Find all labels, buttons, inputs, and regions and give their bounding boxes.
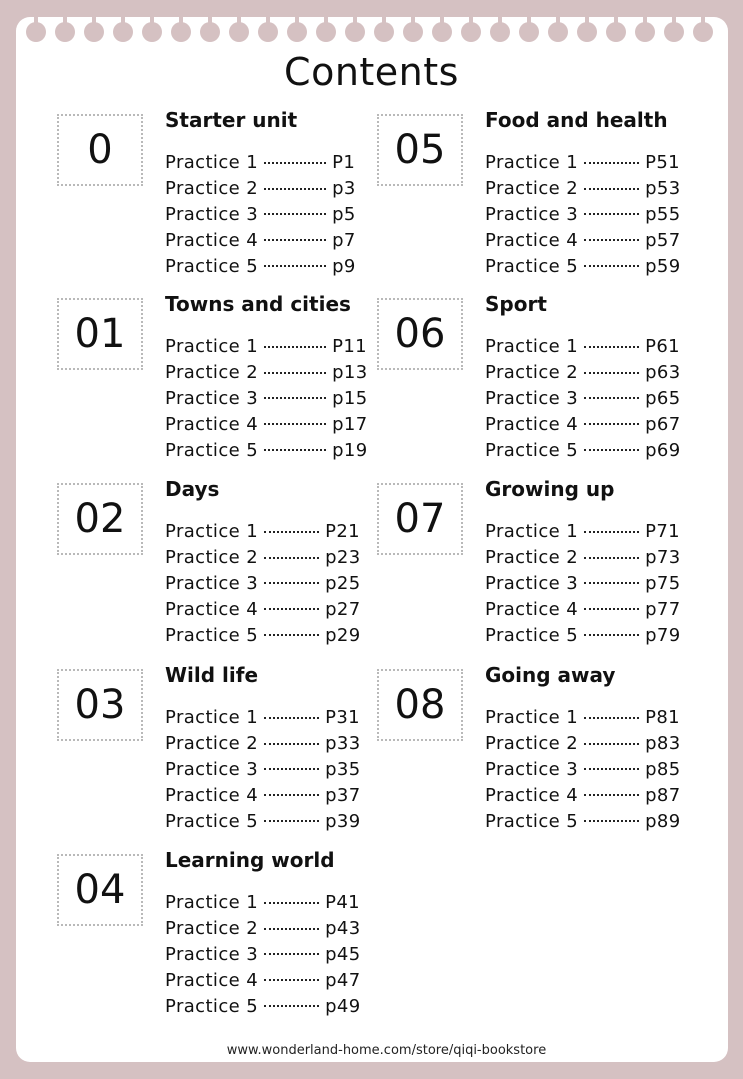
practice-label: Practice 2 <box>165 733 259 755</box>
practice-entry[interactable] <box>165 334 368 360</box>
binder-hole <box>577 22 597 42</box>
practice-label: Practice 3 <box>485 387 579 409</box>
binder-hole <box>374 22 394 42</box>
practice-label: Practice 3 <box>165 387 259 409</box>
practice-label: Practice 4 <box>165 598 259 620</box>
dot-leader <box>264 634 319 636</box>
practice-label: Practice 1 <box>165 152 259 174</box>
practice-list <box>165 334 368 463</box>
page-number: p7 <box>332 229 356 251</box>
practice-label: Practice 5 <box>165 995 259 1017</box>
page-number: p37 <box>325 784 361 806</box>
practice-label: Practice 5 <box>485 255 579 277</box>
binder-hole <box>490 22 510 42</box>
dot-leader <box>264 928 319 930</box>
practice-entry[interactable] <box>485 622 681 648</box>
page-number: p29 <box>325 624 361 646</box>
practice-label: Practice 4 <box>165 413 259 435</box>
page-number: p25 <box>325 572 361 594</box>
page-number: p47 <box>325 969 361 991</box>
page-number: p27 <box>325 598 361 620</box>
page-number: p45 <box>325 943 361 965</box>
practice-label: Practice 1 <box>165 336 259 358</box>
practice-entry[interactable] <box>165 967 361 993</box>
dot-leader <box>264 188 326 190</box>
page-number: p49 <box>325 995 361 1017</box>
practice-entry[interactable] <box>165 437 368 463</box>
dot-leader <box>264 582 319 584</box>
dot-leader <box>584 582 639 584</box>
practice-entry[interactable] <box>485 705 681 731</box>
practice-entry[interactable] <box>165 545 361 571</box>
page-number: p75 <box>645 572 681 594</box>
dot-leader <box>264 346 326 348</box>
page-number: p39 <box>325 810 361 832</box>
binder-hole <box>84 22 104 42</box>
dot-leader <box>584 717 639 719</box>
practice-label: Practice 2 <box>165 362 259 384</box>
practice-entry[interactable] <box>485 545 681 571</box>
practice-entry[interactable] <box>485 757 681 783</box>
page-number: P31 <box>325 707 361 729</box>
dot-leader <box>264 820 319 822</box>
binder-hole <box>403 22 423 42</box>
page-number: p17 <box>332 413 368 435</box>
page-number: P11 <box>332 336 368 358</box>
practice-entry[interactable] <box>485 437 681 463</box>
unit-title: Growing up <box>485 477 615 501</box>
dot-leader <box>264 1005 319 1007</box>
practice-label: Practice 3 <box>165 943 259 965</box>
page-number: P1 <box>332 152 356 174</box>
page-number: p43 <box>325 918 361 940</box>
binder-hole <box>664 22 684 42</box>
practice-entry[interactable] <box>485 782 681 808</box>
binder-hole <box>171 22 191 42</box>
practice-entry[interactable] <box>485 731 681 757</box>
practice-entry[interactable] <box>165 782 361 808</box>
binder-hole <box>461 22 481 42</box>
dot-leader <box>584 239 639 241</box>
practice-entry[interactable] <box>165 519 361 545</box>
dot-leader <box>584 372 639 374</box>
practice-entry[interactable] <box>165 808 361 834</box>
practice-label: Practice 2 <box>165 178 259 200</box>
dot-leader <box>584 531 639 533</box>
practice-label: Practice 2 <box>485 547 579 569</box>
practice-label: Practice 1 <box>165 521 259 543</box>
binder-hole <box>258 22 278 42</box>
binder-hole <box>287 22 307 42</box>
page-number: p77 <box>645 598 681 620</box>
practice-label: Practice 2 <box>485 733 579 755</box>
binder-hole <box>693 22 713 42</box>
dot-leader <box>264 213 326 215</box>
practice-entry[interactable] <box>165 596 361 622</box>
binder-hole <box>432 22 452 42</box>
dot-leader <box>264 768 319 770</box>
practice-label: Practice 3 <box>165 758 259 780</box>
practice-entry[interactable] <box>485 596 681 622</box>
unit-number: 06 <box>377 298 463 370</box>
binder-hole <box>26 22 46 42</box>
practice-label: Practice 5 <box>165 624 259 646</box>
practice-entry[interactable] <box>165 386 368 412</box>
practice-label: Practice 5 <box>165 255 259 277</box>
binder-hole <box>55 22 75 42</box>
practice-label: Practice 1 <box>485 152 579 174</box>
dot-leader <box>264 372 326 374</box>
practice-label: Practice 5 <box>165 439 259 461</box>
practice-label: Practice 3 <box>485 758 579 780</box>
practice-label: Practice 2 <box>165 918 259 940</box>
dot-leader <box>264 239 326 241</box>
practice-entry[interactable] <box>485 202 681 228</box>
practice-list <box>485 705 681 834</box>
practice-entry[interactable] <box>485 360 681 386</box>
practice-entry[interactable] <box>165 227 356 253</box>
page-number: p15 <box>332 387 368 409</box>
binder-holes <box>0 22 743 48</box>
practice-entry[interactable] <box>485 411 681 437</box>
dot-leader <box>264 902 319 904</box>
page-number: P41 <box>325 892 361 914</box>
practice-entry[interactable] <box>165 202 356 228</box>
practice-entry[interactable] <box>485 150 681 176</box>
dot-leader <box>584 449 639 451</box>
practice-entry[interactable] <box>165 150 356 176</box>
practice-entry[interactable] <box>165 731 361 757</box>
dot-leader <box>584 743 639 745</box>
page-number: p13 <box>332 362 368 384</box>
practice-label: Practice 1 <box>165 707 259 729</box>
practice-entry[interactable] <box>485 253 681 279</box>
page-number: p63 <box>645 362 681 384</box>
page-number: p87 <box>645 784 681 806</box>
dot-leader <box>264 265 326 267</box>
practice-label: Practice 1 <box>485 521 579 543</box>
practice-entry[interactable] <box>165 916 361 942</box>
practice-list <box>485 150 681 279</box>
page-number: p57 <box>645 229 681 251</box>
page-number: p5 <box>332 203 356 225</box>
binder-hole <box>606 22 626 42</box>
dot-leader <box>584 213 639 215</box>
unit-title: Starter unit <box>165 108 298 132</box>
practice-entry[interactable] <box>165 253 356 279</box>
page-number: p59 <box>645 255 681 277</box>
practice-entry[interactable] <box>165 176 356 202</box>
practice-label: Practice 3 <box>165 572 259 594</box>
practice-label: Practice 4 <box>485 413 579 435</box>
practice-label: Practice 4 <box>165 969 259 991</box>
practice-entry[interactable] <box>165 360 368 386</box>
binder-hole <box>200 22 220 42</box>
binder-hole <box>229 22 249 42</box>
page-number: p53 <box>645 178 681 200</box>
binder-hole <box>316 22 336 42</box>
practice-entry[interactable] <box>165 757 361 783</box>
dot-leader <box>264 557 319 559</box>
dot-leader <box>264 743 319 745</box>
unit-number: 07 <box>377 483 463 555</box>
dot-leader <box>264 794 319 796</box>
unit-number: 01 <box>57 298 143 370</box>
page-number: P81 <box>645 707 681 729</box>
page-number: p19 <box>332 439 368 461</box>
practice-label: Practice 5 <box>485 439 579 461</box>
practice-label: Practice 5 <box>165 810 259 832</box>
practice-label: Practice 2 <box>485 178 579 200</box>
dot-leader <box>264 449 326 451</box>
page-number: p55 <box>645 203 681 225</box>
unit-number: 05 <box>377 114 463 186</box>
dot-leader <box>584 634 639 636</box>
practice-label: Practice 4 <box>165 229 259 251</box>
page-number: p73 <box>645 547 681 569</box>
dot-leader <box>584 608 639 610</box>
page-number: p89 <box>645 810 681 832</box>
practice-list <box>485 519 681 648</box>
dot-leader <box>584 346 639 348</box>
dot-leader <box>264 979 319 981</box>
practice-label: Practice 1 <box>485 707 579 729</box>
page-number: P61 <box>645 336 681 358</box>
practice-entry[interactable] <box>165 890 361 916</box>
binder-hole <box>519 22 539 42</box>
dot-leader <box>264 397 326 399</box>
practice-entry[interactable] <box>165 993 361 1019</box>
dot-leader <box>584 768 639 770</box>
page-number: P71 <box>645 521 681 543</box>
practice-label: Practice 5 <box>485 810 579 832</box>
dot-leader <box>584 557 639 559</box>
practice-label: Practice 2 <box>165 547 259 569</box>
practice-label: Practice 3 <box>165 203 259 225</box>
practice-label: Practice 4 <box>485 784 579 806</box>
page-number: p65 <box>645 387 681 409</box>
practice-entry[interactable] <box>165 942 361 968</box>
practice-list <box>165 519 361 648</box>
unit-number: 0 <box>57 114 143 186</box>
practice-entry[interactable] <box>485 334 681 360</box>
dot-leader <box>584 265 639 267</box>
practice-entry[interactable] <box>485 227 681 253</box>
dot-leader <box>584 188 639 190</box>
dot-leader <box>584 820 639 822</box>
page-number: P21 <box>325 521 361 543</box>
practice-entry[interactable] <box>485 571 681 597</box>
page-number: p35 <box>325 758 361 780</box>
page-number: p67 <box>645 413 681 435</box>
practice-entry[interactable] <box>485 808 681 834</box>
unit-number: 04 <box>57 854 143 926</box>
unit-title: Sport <box>485 292 547 316</box>
page-title: Contents <box>284 50 459 94</box>
page-number: p3 <box>332 178 356 200</box>
practice-list <box>165 150 356 279</box>
binder-hole <box>113 22 133 42</box>
practice-list <box>485 334 681 463</box>
practice-label: Practice 1 <box>165 892 259 914</box>
page-number: p23 <box>325 547 361 569</box>
dot-leader <box>264 531 319 533</box>
unit-title: Towns and cities <box>165 292 351 316</box>
practice-entry[interactable] <box>165 622 361 648</box>
dot-leader <box>584 162 639 164</box>
practice-label: Practice 5 <box>485 624 579 646</box>
dot-leader <box>584 794 639 796</box>
practice-entry[interactable] <box>485 386 681 412</box>
practice-label: Practice 4 <box>485 229 579 251</box>
unit-number: 08 <box>377 669 463 741</box>
dot-leader <box>264 608 319 610</box>
practice-list <box>165 705 361 834</box>
unit-title: Learning world <box>165 848 335 872</box>
practice-label: Practice 1 <box>485 336 579 358</box>
dot-leader <box>264 423 326 425</box>
binder-hole <box>345 22 365 42</box>
footer-url: www.wonderland-home.com/store/qiqi-bookstore <box>226 1043 547 1058</box>
unit-title: Food and health <box>485 108 668 132</box>
practice-label: Practice 2 <box>485 362 579 384</box>
practice-label: Practice 4 <box>485 598 579 620</box>
unit-title: Days <box>165 477 220 501</box>
page-number: P51 <box>645 152 681 174</box>
binder-hole <box>635 22 655 42</box>
dot-leader <box>584 423 639 425</box>
page-number: p9 <box>332 255 356 277</box>
unit-title: Going away <box>485 663 616 687</box>
practice-entry[interactable] <box>485 176 681 202</box>
unit-title: Wild life <box>165 663 259 687</box>
practice-label: Practice 3 <box>485 572 579 594</box>
unit-number: 02 <box>57 483 143 555</box>
dot-leader <box>264 717 319 719</box>
page-number: p79 <box>645 624 681 646</box>
page-number: p83 <box>645 733 681 755</box>
page-number: p69 <box>645 439 681 461</box>
practice-label: Practice 4 <box>165 784 259 806</box>
practice-entry[interactable] <box>165 571 361 597</box>
unit-number: 03 <box>57 669 143 741</box>
dot-leader <box>584 397 639 399</box>
page-number: p85 <box>645 758 681 780</box>
practice-label: Practice 3 <box>485 203 579 225</box>
page-number: p33 <box>325 733 361 755</box>
dot-leader <box>264 953 319 955</box>
practice-entry[interactable] <box>485 519 681 545</box>
practice-list <box>165 890 361 1019</box>
dot-leader <box>264 162 326 164</box>
practice-entry[interactable] <box>165 705 361 731</box>
practice-entry[interactable] <box>165 411 368 437</box>
binder-hole <box>142 22 162 42</box>
binder-hole <box>548 22 568 42</box>
